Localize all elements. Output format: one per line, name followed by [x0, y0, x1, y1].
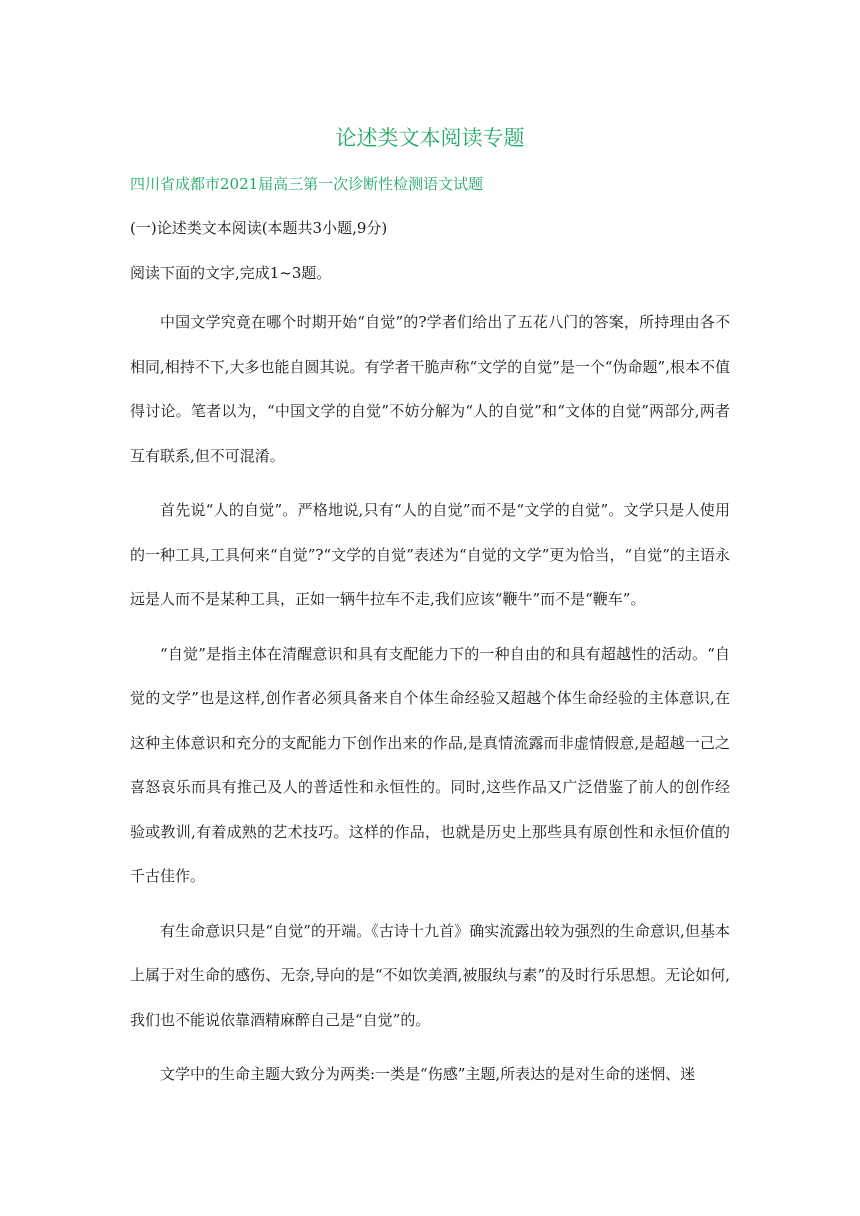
paragraph-2: 首先说“人的自觉”。严格地说,只有“人的自觉”而不是“文学的自觉”。文学只是人使用的一种工具,工具何来“自觉”?“文学的自觉”表述为“自觉的文学”更为恰当，“自觉”的主语永远是人而不是某种工具，正如一辆牛拉车不走,我们应该“鞭牛”而不是“鞭车”。 — [130, 501, 730, 608]
exam-source: 四川省成都市2021届高三第一次诊断性检测语文试题 — [130, 175, 484, 193]
paragraph-4: 有生命意识只是“自觉”的开端。《古诗十九首》确实流露出较为强烈的生命意识,但基本上属于对生命的感伤、无奈,导向的是“不如饮美酒,被服纨与素”的及时行乐思想。无论如何,我们也不能说依靠酒精麻醉自己是“自觉”的。 — [130, 921, 730, 1029]
document-title: 论述类文本阅读专题 — [335, 126, 525, 150]
reading-instruction: 阅读下面的文字,完成1~3题。 — [130, 264, 332, 282]
paragraph-5: 文学中的生命主题大致分为两类:一类是“伤感”主题,所表达的是对生命的迷惘、迷 — [160, 1065, 696, 1083]
paragraph-3: “自觉”是指主体在清醒意识和具有支配能力下的一种自由的和具有超越性的活动。“自觉的文学”也是这样,创作者必须具备来自个体生命经验又超越个体生命经验的主体意识,在这种主体意识和充分的支配能力下创作出来的作品,是真情流露而非虚情假意,是超越一己之喜怒哀乐而具有推己及人的普适性和永恒性的。同时,这些作品又广泛借鉴了前人的创作经验或教训,有着成熟的艺术技巧。这样的作品，也就是历史上那些具有原创性和永恒价值的千古佳作。 — [130, 644, 730, 885]
paragraph-1: 中国文学究竟在哪个时期开始“自觉”的?学者们给出了五花八门的答案，所持理由各不相同,相持不下,大多也能自圆其说。有学者干脆声称“文学的自觉”是一个“伪命题”,根本不值得讨论。笔者以为，“中国文学的自觉”不妨分解为“人的自觉”和“文体的自觉”两部分,两者互有联系,但不可混淆。 — [130, 313, 730, 465]
section-heading: (一)论述类文本阅读(本题共3小题,9分) — [130, 219, 388, 237]
article-body — [130, 300, 730, 1107]
